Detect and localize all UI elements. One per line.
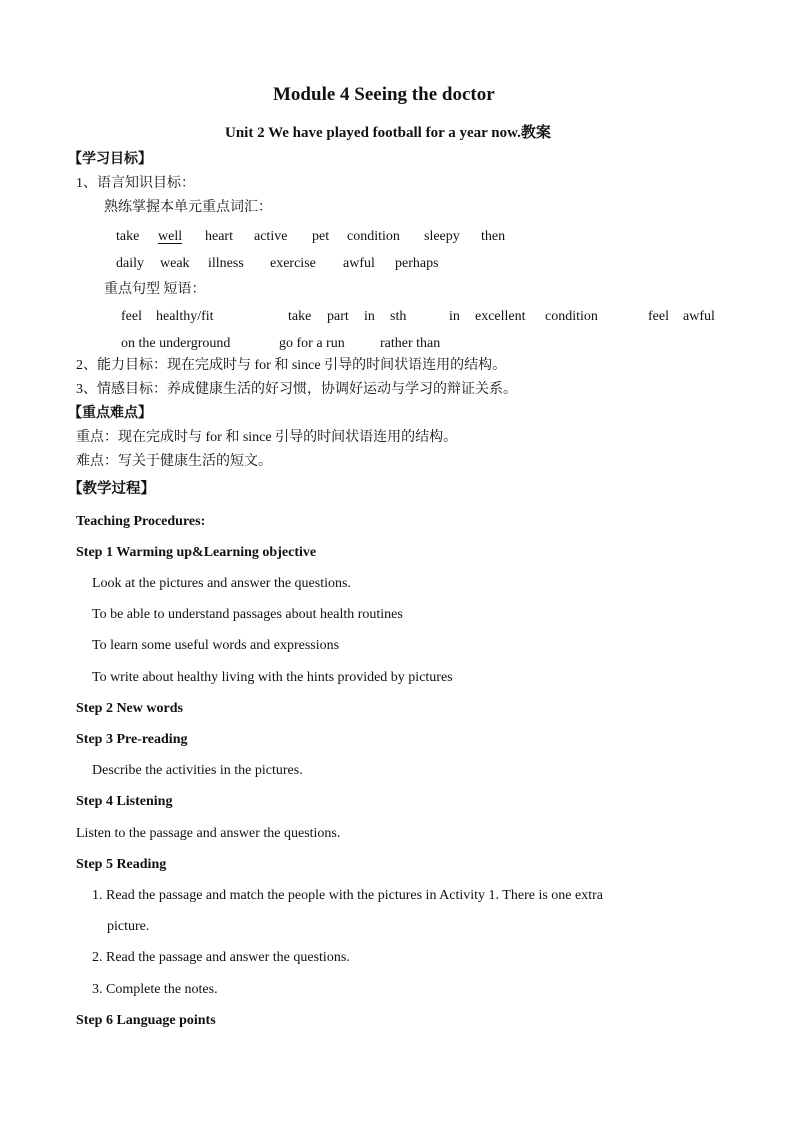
phrase-word: awful bbox=[683, 309, 715, 324]
phrase-word: healthy/fit bbox=[156, 309, 214, 324]
vocab-word: sleepy bbox=[424, 229, 460, 244]
objective-item-3: 3、情感目标：养成健康生活的好习惯，协调好运动与学习的辩证关系。 bbox=[76, 382, 517, 397]
vocab-word: take bbox=[116, 229, 140, 244]
step-1-heading: Step 1 Warming up&Learning objective bbox=[76, 545, 317, 560]
step-1-line: To learn some useful words and expressions bbox=[92, 638, 340, 653]
vocab-word: heart bbox=[205, 229, 233, 244]
vocab-word: pet bbox=[312, 229, 330, 244]
objective-item-1: 1、语言知识目标： bbox=[76, 176, 195, 191]
phrase-word: sth bbox=[390, 309, 407, 324]
vocab-word-underlined: well bbox=[158, 229, 183, 244]
key-points-heading: 【重点难点】 bbox=[68, 406, 152, 421]
vocab-word: condition bbox=[347, 229, 400, 244]
step-5-heading: Step 5 Reading bbox=[76, 857, 167, 872]
step-5-line: 2. Read the passage and answer the questions. bbox=[92, 950, 350, 965]
step-1-line: To write about healthy living with the hints provided by pictures bbox=[92, 670, 453, 685]
step-5-line: 3. Complete the notes. bbox=[92, 982, 218, 997]
vocab-word: exercise bbox=[270, 256, 316, 271]
vocab-word: daily bbox=[116, 256, 144, 271]
step-5-line: 1. Read the passage and match the people with the pictures in Activity 1. There is one extra bbox=[92, 888, 603, 903]
phrase-word: in bbox=[449, 309, 460, 324]
vocab-word: perhaps bbox=[395, 256, 439, 271]
phrase-word: excellent bbox=[475, 309, 526, 324]
vocab-word: active bbox=[254, 229, 288, 244]
vocab-word: illness bbox=[208, 256, 244, 271]
page-subtitle: Unit 2 We have played football for a year now.教案 bbox=[225, 125, 551, 141]
phrase-word: go for a run bbox=[279, 336, 345, 351]
phrase-word: on the underground bbox=[121, 336, 231, 351]
page-title: Module 4 Seeing the doctor bbox=[273, 84, 495, 105]
step-4-line: Listen to the passage and answer the questions. bbox=[76, 826, 341, 841]
key-point-difficulty: 难点：写关于健康生活的短文。 bbox=[76, 454, 272, 469]
vocab-word: awful bbox=[343, 256, 375, 271]
phrase-word: in bbox=[364, 309, 375, 324]
sentence-intro: 重点句型 短语： bbox=[104, 282, 206, 297]
step-2-heading: Step 2 New words bbox=[76, 701, 183, 716]
step-5-line: picture. bbox=[107, 919, 150, 934]
step-6-heading: Step 6 Language points bbox=[76, 1013, 216, 1028]
phrase-word: take bbox=[288, 309, 312, 324]
phrase-word: feel bbox=[648, 309, 669, 324]
phrase-word: condition bbox=[545, 309, 598, 324]
objectives-heading: 【学习目标】 bbox=[68, 152, 152, 167]
step-1-line: To be able to understand passages about health routines bbox=[92, 607, 403, 622]
step-3-line: Describe the activities in the pictures. bbox=[92, 763, 303, 778]
vocab-word: then bbox=[481, 229, 506, 244]
step-3-heading: Step 3 Pre-reading bbox=[76, 732, 188, 747]
step-4-heading: Step 4 Listening bbox=[76, 794, 173, 809]
objective-item-2: 2、能力目标：现在完成时与 for 和 since 引导的时间状语连用的结构。 bbox=[76, 358, 507, 373]
phrase-word: part bbox=[327, 309, 349, 324]
vocab-intro: 熟练掌握本单元重点词汇： bbox=[104, 200, 272, 215]
key-point-focus: 重点：现在完成时与 for 和 since 引导的时间状语连用的结构。 bbox=[76, 430, 458, 445]
step-1-line: Look at the pictures and answer the questions. bbox=[92, 576, 351, 591]
process-heading: 【教学过程】 bbox=[68, 481, 155, 497]
phrase-word: rather than bbox=[380, 336, 441, 351]
phrase-word: feel bbox=[121, 309, 142, 324]
vocab-word: weak bbox=[160, 256, 190, 271]
procedures-label: Teaching Procedures: bbox=[76, 514, 206, 529]
